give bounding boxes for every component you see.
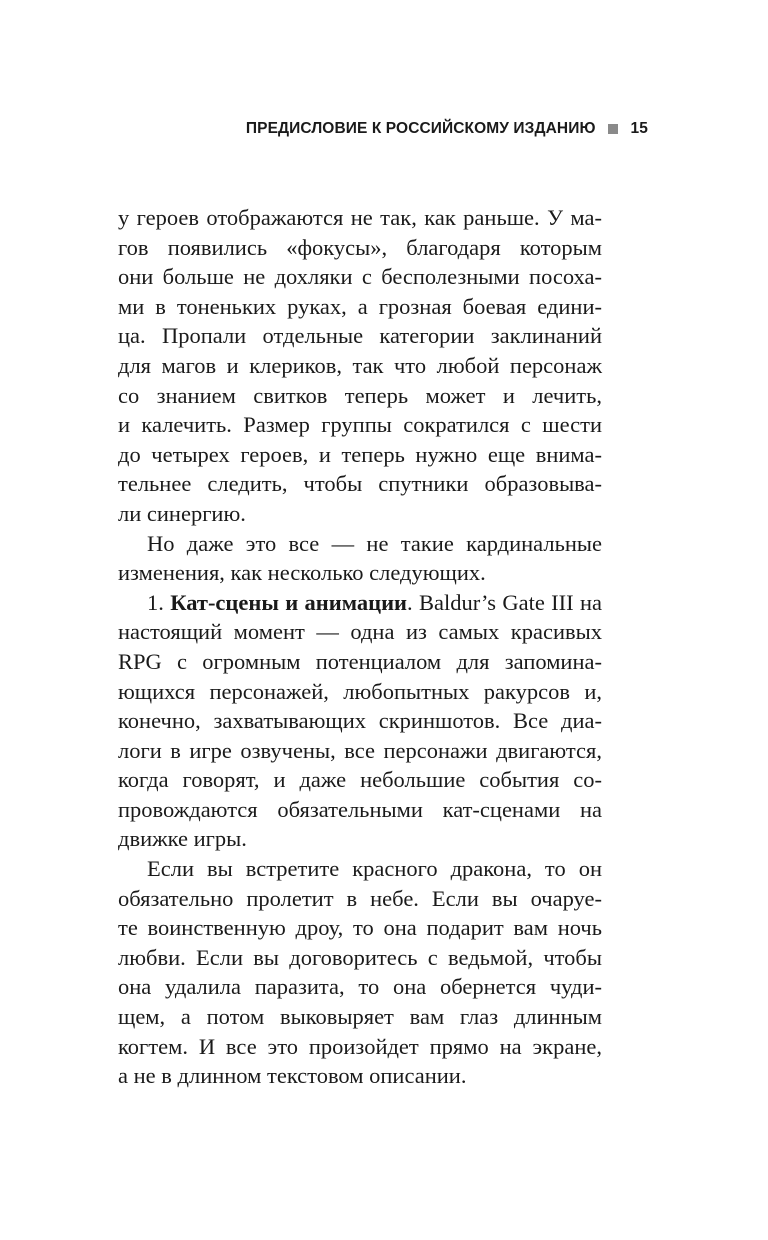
text-line: они больше не дохляки с бесполезными посоха- [118,264,602,290]
list-number: 1. [147,589,171,615]
text-line: ца. Пропали отдельные категории заклинаний [118,323,602,349]
text-line: Но даже это все — не такие кардинальные [147,530,602,556]
text-line: Если вы встретите красного дракона, то он [147,856,602,882]
text-line: логи в игре озвучены, все персонажи двигаются, [118,737,602,763]
text-line: настоящий момент — одна из самых красивых [118,619,602,645]
text-line: движке игры. [118,826,247,852]
text-line: а не в длинном текстовом описании. [118,1063,467,1089]
running-head [246,120,648,138]
body-text [118,203,602,1091]
text-line: и калечить. Размер группы сократился с шести [118,412,602,438]
separator-square-icon [608,124,618,134]
text-line: до четырех героев, и теперь нужно еще внима- [118,441,602,467]
text-line [118,588,602,618]
text-line: те воинственную дроу, то она подарит вам ночь [118,915,602,941]
text-line: ми в тоненьких руках, а грозная боевая едини- [118,293,602,319]
bold-heading: Кат-сцены и анимации [170,589,408,615]
text-run: . Baldur’s Gate III на [407,589,603,615]
text-line: ющихся персонажей, любопытных ракурсов и, [118,678,602,704]
text-line: когда говорят, и даже небольшие события со- [118,767,602,793]
text-line: когтем. И все это произойдет прямо на экране, [118,1033,602,1059]
page-number: 15 [630,120,648,137]
text-line: со знанием свитков теперь может и лечить, [118,382,602,408]
text-line: ли синергию. [118,500,246,526]
text-line: тельнее следить, чтобы спутники образовыва- [118,471,602,497]
chapter-title: ПРЕДИСЛОВИЕ К РОССИЙСКОМУ ИЗДАНИЮ [245,120,596,137]
text-line: она удалила паразита, то она обернется чуди- [118,974,602,1000]
text-line: изменения, как несколько следующих. [118,560,486,586]
text-line: обязательно пролетит в небе. Если вы очаруе- [118,885,602,911]
text-line: провождаются обязательными кат-сценами на [118,796,602,822]
text-line: для магов и клериков, так что любой персонаж [118,352,602,378]
text-line: RPG с огромным потенциалом для запомина- [118,648,602,674]
text-line: любви. Если вы договоритесь с ведьмой, чтобы [118,944,602,970]
text-line: конечно, захватывающих скриншотов. Все диа- [118,708,602,734]
text-line: гов появились «фокусы», благодаря которым [118,234,602,260]
text-line: у героев отображаются не так, как раньше. У ма- [118,205,602,230]
text-line: щем, а потом выковыряет вам глаз длинным [118,1004,602,1030]
